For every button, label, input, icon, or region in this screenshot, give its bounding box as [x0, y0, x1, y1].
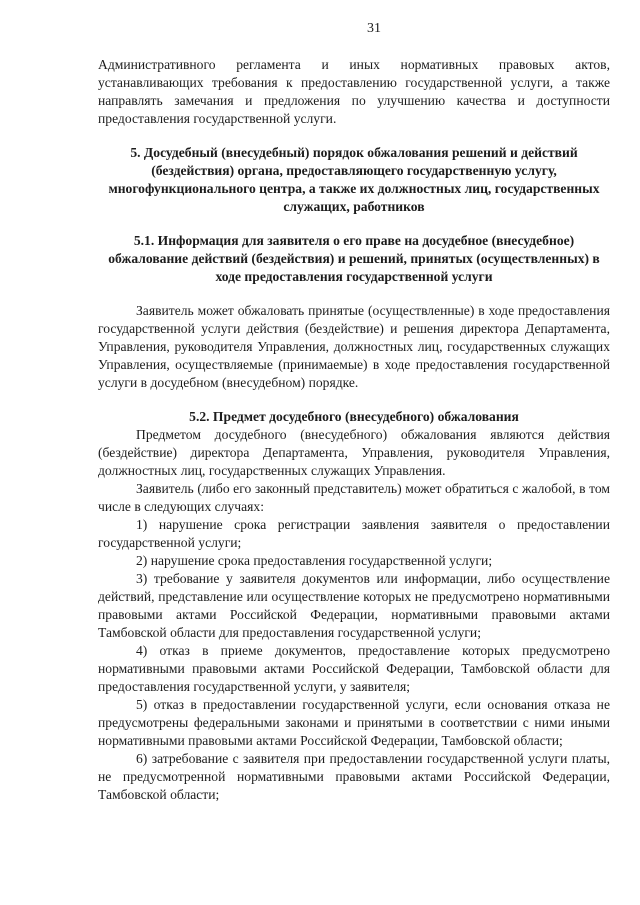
section-5-1-heading: 5.1. Информация для заявителя о его праве на досудебное (внесудебное) обжалование действий (бездействия) и решений, принятых (осуществленных) в ходе предоставления государственной услуги [108, 233, 600, 284]
list-item: 4) отказ в приеме документов, предоставление которых предусмотрено нормативными правовыми актами Российской Федерации, Тамбовской области для предоставления государственной услуги, у заявителя; [98, 643, 610, 694]
page-number: 31 [367, 21, 381, 36]
list-item: 5) отказ в предоставлении государственной услуги, если основания отказа не предусмотрены федеральными законами и принятыми в соответствии с ними иными нормативными правовыми актами Российской Федерации, Тамбовской области; [98, 697, 610, 748]
section-5-1-paragraph: Заявитель может обжаловать принятые (осуществленные) в ходе предоставления государственной услуги действия (бездействие) и решения директора Департамента, Управления, руководителя Управления, должностных лиц, государственных служащих Управления, осуществляемые (принимаемые) в ходе предоставления государственной услуги в досудебном (внесудебном) порядке. [98, 303, 610, 390]
section-5-2-paragraph-2: Заявитель (либо его законный представитель) может обратиться с жалобой, в том числе в следующих случаях: [98, 481, 610, 514]
section-5-2-heading: 5.2. Предмет досудебного (внесудебного) обжалования [189, 409, 519, 424]
list-item: 2) нарушение срока предоставления государственной услуги; [136, 553, 493, 568]
list-item: 6) затребование с заявителя при предоставлении государственной услуги платы, не предусмотренной нормативными правовыми актами Российской Федерации, Тамбовской области; [98, 751, 610, 802]
section-5-heading: 5. Досудебный (внесудебный) порядок обжалования решений и действий (бездействия) органа, предоставляющего государственную услугу, многофункционального центра, а также их должностных лиц, государственных служащих, работников [108, 145, 600, 214]
list-item: 1) нарушение срока регистрации заявления заявителя о предоставлении государственной услуги; [98, 517, 610, 550]
section-5-2-paragraph-1: Предметом досудебного (внесудебного) обжалования являются действия (бездействие) директора Департамента, Управления, руководителя Управления, должностных лиц, государственных служащих Управления. [98, 427, 610, 478]
intro-paragraph: Административного регламента и иных нормативных правовых актов, устанавливающих требования к предоставлению государственной услуги, а также направлять замечания и предложения по улучшению качества и доступности предоставления государственной услуги. [98, 57, 610, 126]
list-item: 3) требование у заявителя документов или информации, либо осуществление действий, представление или осуществление которых не предусмотрено нормативными правовыми актами Российской Федерации, нормативными правовыми актами Тамбовской области для предоставления государственной услуги; [98, 571, 610, 640]
